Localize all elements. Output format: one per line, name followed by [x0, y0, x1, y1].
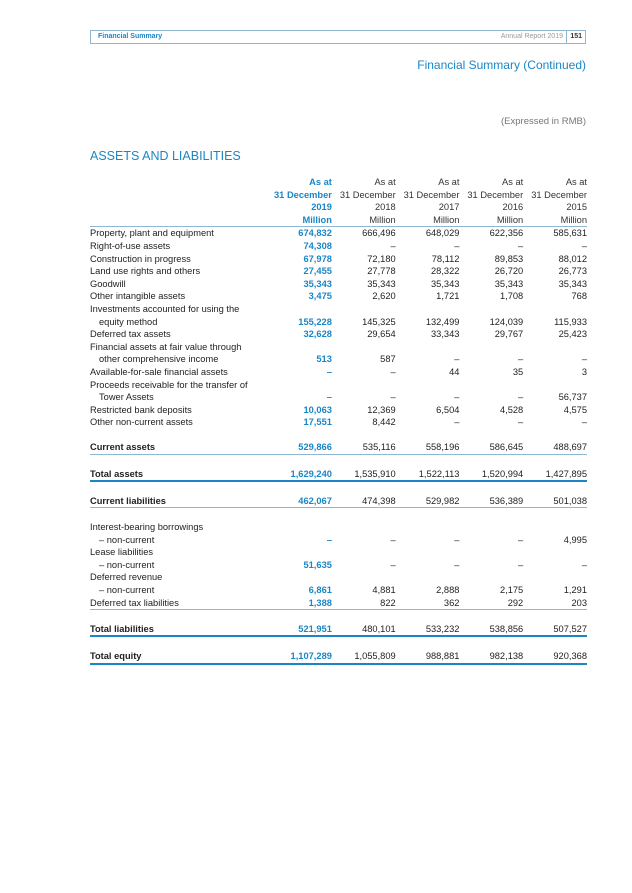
row-label: Available-for-sale financial assets [90, 366, 228, 377]
cell: 558,196 [396, 441, 460, 454]
row-label: Goodwill [90, 278, 126, 289]
cell: 474,398 [332, 495, 396, 508]
table-row [90, 316, 587, 329]
table-header-row [90, 214, 587, 227]
cell: 2,888 [436, 585, 460, 595]
row-label: Current assets [90, 441, 268, 454]
cell: 32,628 [303, 329, 332, 340]
table-row [90, 534, 587, 547]
table-row [90, 265, 587, 278]
row-label: equity method [99, 316, 158, 327]
table-header-row [90, 201, 587, 214]
cell: – [581, 417, 587, 428]
col-header: 31 December [339, 189, 396, 200]
table-row [90, 559, 587, 572]
cell: 462,067 [268, 495, 332, 508]
table-header-row [90, 176, 587, 189]
cell: – [390, 366, 396, 377]
table-row [90, 227, 587, 240]
row-label: Other non-current assets [90, 417, 193, 428]
section-heading: ASSETS AND LIABILITIES [90, 149, 241, 163]
row-label: Right-of-use assets [90, 240, 171, 251]
row-label: Land use rights and others [90, 266, 201, 277]
cell: 622,356 [489, 228, 524, 239]
cell: 29,767 [494, 329, 524, 340]
cell: – [326, 366, 332, 377]
row-label: Total assets [90, 468, 268, 482]
cell: 124,039 [489, 316, 524, 327]
cell: 585,631 [553, 228, 587, 239]
cell: 521,951 [268, 623, 332, 637]
cell: 2,620 [372, 291, 396, 302]
cell: 27,778 [367, 266, 396, 277]
col-header: As at [565, 177, 587, 187]
cell: 666,496 [362, 228, 396, 239]
table-row [90, 416, 587, 429]
cell: 4,881 [372, 585, 396, 595]
cell: 3,475 [308, 291, 332, 302]
col-header: 2016 [502, 202, 524, 213]
cell: 488,697 [523, 441, 587, 454]
cell: 768 [571, 291, 587, 302]
cell: 507,527 [523, 623, 587, 637]
cell: 35 [512, 366, 524, 377]
cell: 1,708 [499, 291, 524, 302]
cell: 6,504 [436, 404, 460, 415]
cell: 1,522,113 [396, 468, 460, 482]
cell: – [581, 559, 587, 570]
cell: – [454, 559, 460, 570]
cell: 362 [396, 597, 460, 610]
cell: 145,325 [362, 316, 396, 327]
currency-note: (Expressed in RMB) [501, 116, 586, 127]
cell: 1,291 [563, 585, 587, 595]
col-header: As at [502, 177, 524, 187]
cell: – [518, 392, 524, 403]
cell: 674,832 [298, 228, 332, 239]
col-header: Million [459, 214, 523, 227]
row-label: Tower Assets [99, 392, 154, 403]
row-label: Financial assets at fair value through [90, 341, 242, 352]
header-divider [566, 31, 567, 43]
cell: 35,343 [431, 278, 460, 289]
cell: – [454, 417, 460, 428]
cell: 67,978 [303, 253, 332, 264]
cell: 51,635 [303, 559, 332, 570]
col-header: 31 December [467, 189, 524, 200]
row-label: – non-current [99, 534, 155, 545]
table-row [90, 571, 587, 584]
cell: 529,982 [396, 495, 460, 508]
row-label: Proceeds receivable for the transfer of [90, 379, 248, 390]
cell: 822 [332, 597, 396, 610]
table-row [90, 253, 587, 266]
table-row [90, 495, 587, 508]
table-header-row [90, 189, 587, 202]
cell: 17,551 [303, 417, 332, 428]
cell: 115,933 [554, 316, 587, 327]
table-row [90, 328, 587, 341]
table-row [90, 391, 587, 404]
cell: – [581, 240, 587, 251]
cell: 29,654 [367, 329, 396, 340]
cell: 6,861 [308, 585, 332, 595]
col-header: Million [332, 214, 396, 227]
row-label: – non-current [99, 585, 155, 595]
cell: 1,535,910 [332, 468, 396, 482]
cell: 920,368 [523, 650, 587, 664]
page-number: 151 [570, 33, 582, 40]
cell: 480,101 [332, 623, 396, 637]
table-row [90, 441, 587, 454]
cell: 33,343 [431, 329, 460, 340]
cell: 2,175 [499, 585, 524, 595]
row-label: Current liabilities [90, 495, 268, 508]
cell: 56,737 [558, 392, 587, 403]
cell: 292 [459, 597, 523, 610]
cell: 155,228 [298, 316, 332, 327]
cell: – [390, 534, 396, 545]
col-header: 31 December [274, 189, 332, 200]
col-header: Million [396, 214, 460, 227]
cell: 12,369 [367, 404, 396, 415]
header-section-title: Financial Summary [98, 33, 163, 40]
cell: 8,442 [372, 417, 396, 428]
row-label: Deferred revenue [90, 572, 163, 583]
col-header: 2015 [566, 202, 587, 213]
cell: – [326, 392, 332, 403]
cell: 27,455 [303, 266, 332, 277]
cell: 1,055,809 [332, 650, 396, 664]
table-row [90, 468, 587, 482]
cell: 529,866 [268, 441, 332, 454]
row-label: Total liabilities [90, 623, 268, 637]
table-row [90, 278, 587, 291]
running-header [90, 30, 586, 44]
cell: 1,388 [268, 597, 332, 610]
cell: 78,112 [431, 253, 460, 264]
cell: 501,038 [523, 495, 587, 508]
cell: – [390, 240, 396, 251]
table-row [90, 366, 587, 379]
cell: – [518, 417, 524, 428]
row-label: Total equity [90, 650, 268, 664]
table-row [90, 404, 587, 417]
table-row [90, 379, 587, 392]
cell: 1,721 [436, 291, 460, 302]
cell: 132,499 [425, 316, 460, 327]
cell: – [454, 240, 460, 251]
col-header: 2018 [374, 202, 396, 213]
cell: 35,343 [303, 278, 332, 289]
table-row [90, 623, 587, 637]
cell: 3 [581, 366, 587, 377]
cell: 1,520,994 [459, 468, 523, 482]
row-label: Investments accounted for using the [90, 303, 240, 314]
table-row [90, 584, 587, 597]
cell: 74,308 [303, 240, 332, 251]
cell: – [454, 354, 460, 365]
cell: 26,720 [494, 266, 524, 277]
table-row [90, 521, 587, 534]
cell: – [518, 354, 524, 365]
table-row [90, 341, 587, 354]
col-header: 31 December [403, 189, 460, 200]
col-header: As at [438, 177, 460, 187]
cell: – [518, 559, 524, 570]
cell: 72,180 [367, 253, 396, 264]
cell: – [390, 392, 396, 403]
table-row [90, 290, 587, 303]
cell: 536,389 [459, 495, 523, 508]
cell: 10,063 [303, 404, 332, 415]
cell: 538,856 [459, 623, 523, 637]
col-header: 2019 [311, 202, 332, 213]
cell: 4,575 [563, 404, 587, 415]
row-label: Lease liabilities [90, 547, 154, 558]
header-report-title: Annual Report 2019 [500, 33, 563, 40]
col-header: As at [374, 177, 396, 187]
col-header: 2017 [438, 202, 460, 213]
cell: 587 [380, 354, 396, 365]
cell: 4,995 [563, 534, 587, 545]
row-label: Deferred tax liabilities [90, 597, 268, 610]
cell: 44 [449, 366, 460, 377]
cell: 1,107,289 [268, 650, 332, 664]
cell: 513 [316, 354, 332, 365]
cell: – [454, 392, 460, 403]
cell: 35,343 [558, 278, 587, 289]
cell: – [326, 534, 332, 545]
cell: 1,427,895 [523, 468, 587, 482]
cell: 89,853 [494, 253, 524, 264]
cell: – [518, 240, 524, 251]
cell: – [518, 534, 524, 545]
row-label: – non-current [99, 559, 155, 570]
cell: 648,029 [425, 228, 460, 239]
cell: 35,343 [494, 278, 524, 289]
page-title: Financial Summary (Continued) [417, 58, 586, 72]
row-label: Restricted bank deposits [90, 404, 192, 415]
cell: 203 [523, 597, 587, 610]
cell: 4,528 [499, 404, 524, 415]
table-row [90, 303, 587, 316]
assets-liabilities-table [90, 176, 587, 665]
table-row [90, 240, 587, 253]
row-label: Property, plant and equipment [90, 228, 214, 239]
cell: 982,138 [459, 650, 523, 664]
col-header: 31 December [531, 189, 587, 200]
cell: 533,232 [396, 623, 460, 637]
cell: 88,012 [558, 253, 587, 264]
cell: 25,423 [558, 329, 587, 340]
col-header: Million [523, 214, 587, 227]
cell: – [390, 559, 396, 570]
col-header: As at [309, 177, 332, 187]
cell: 28,322 [431, 266, 460, 277]
row-label: other comprehensive income [99, 354, 219, 365]
cell: 988,881 [396, 650, 460, 664]
cell: 35,343 [367, 278, 396, 289]
cell: 535,116 [332, 441, 396, 454]
table-row [90, 597, 587, 610]
cell: 26,773 [558, 266, 587, 277]
cell: – [454, 534, 460, 545]
table-row [90, 546, 587, 559]
row-label: Interest-bearing borrowings [90, 522, 204, 533]
cell: 586,645 [459, 441, 523, 454]
row-label: Other intangible assets [90, 291, 186, 302]
table-row [90, 353, 587, 366]
cell: – [581, 354, 587, 365]
table-row [90, 650, 587, 664]
col-header: Million [268, 214, 332, 227]
row-label: Construction in progress [90, 253, 191, 264]
cell: 1,629,240 [268, 468, 332, 482]
row-label: Deferred tax assets [90, 329, 171, 340]
